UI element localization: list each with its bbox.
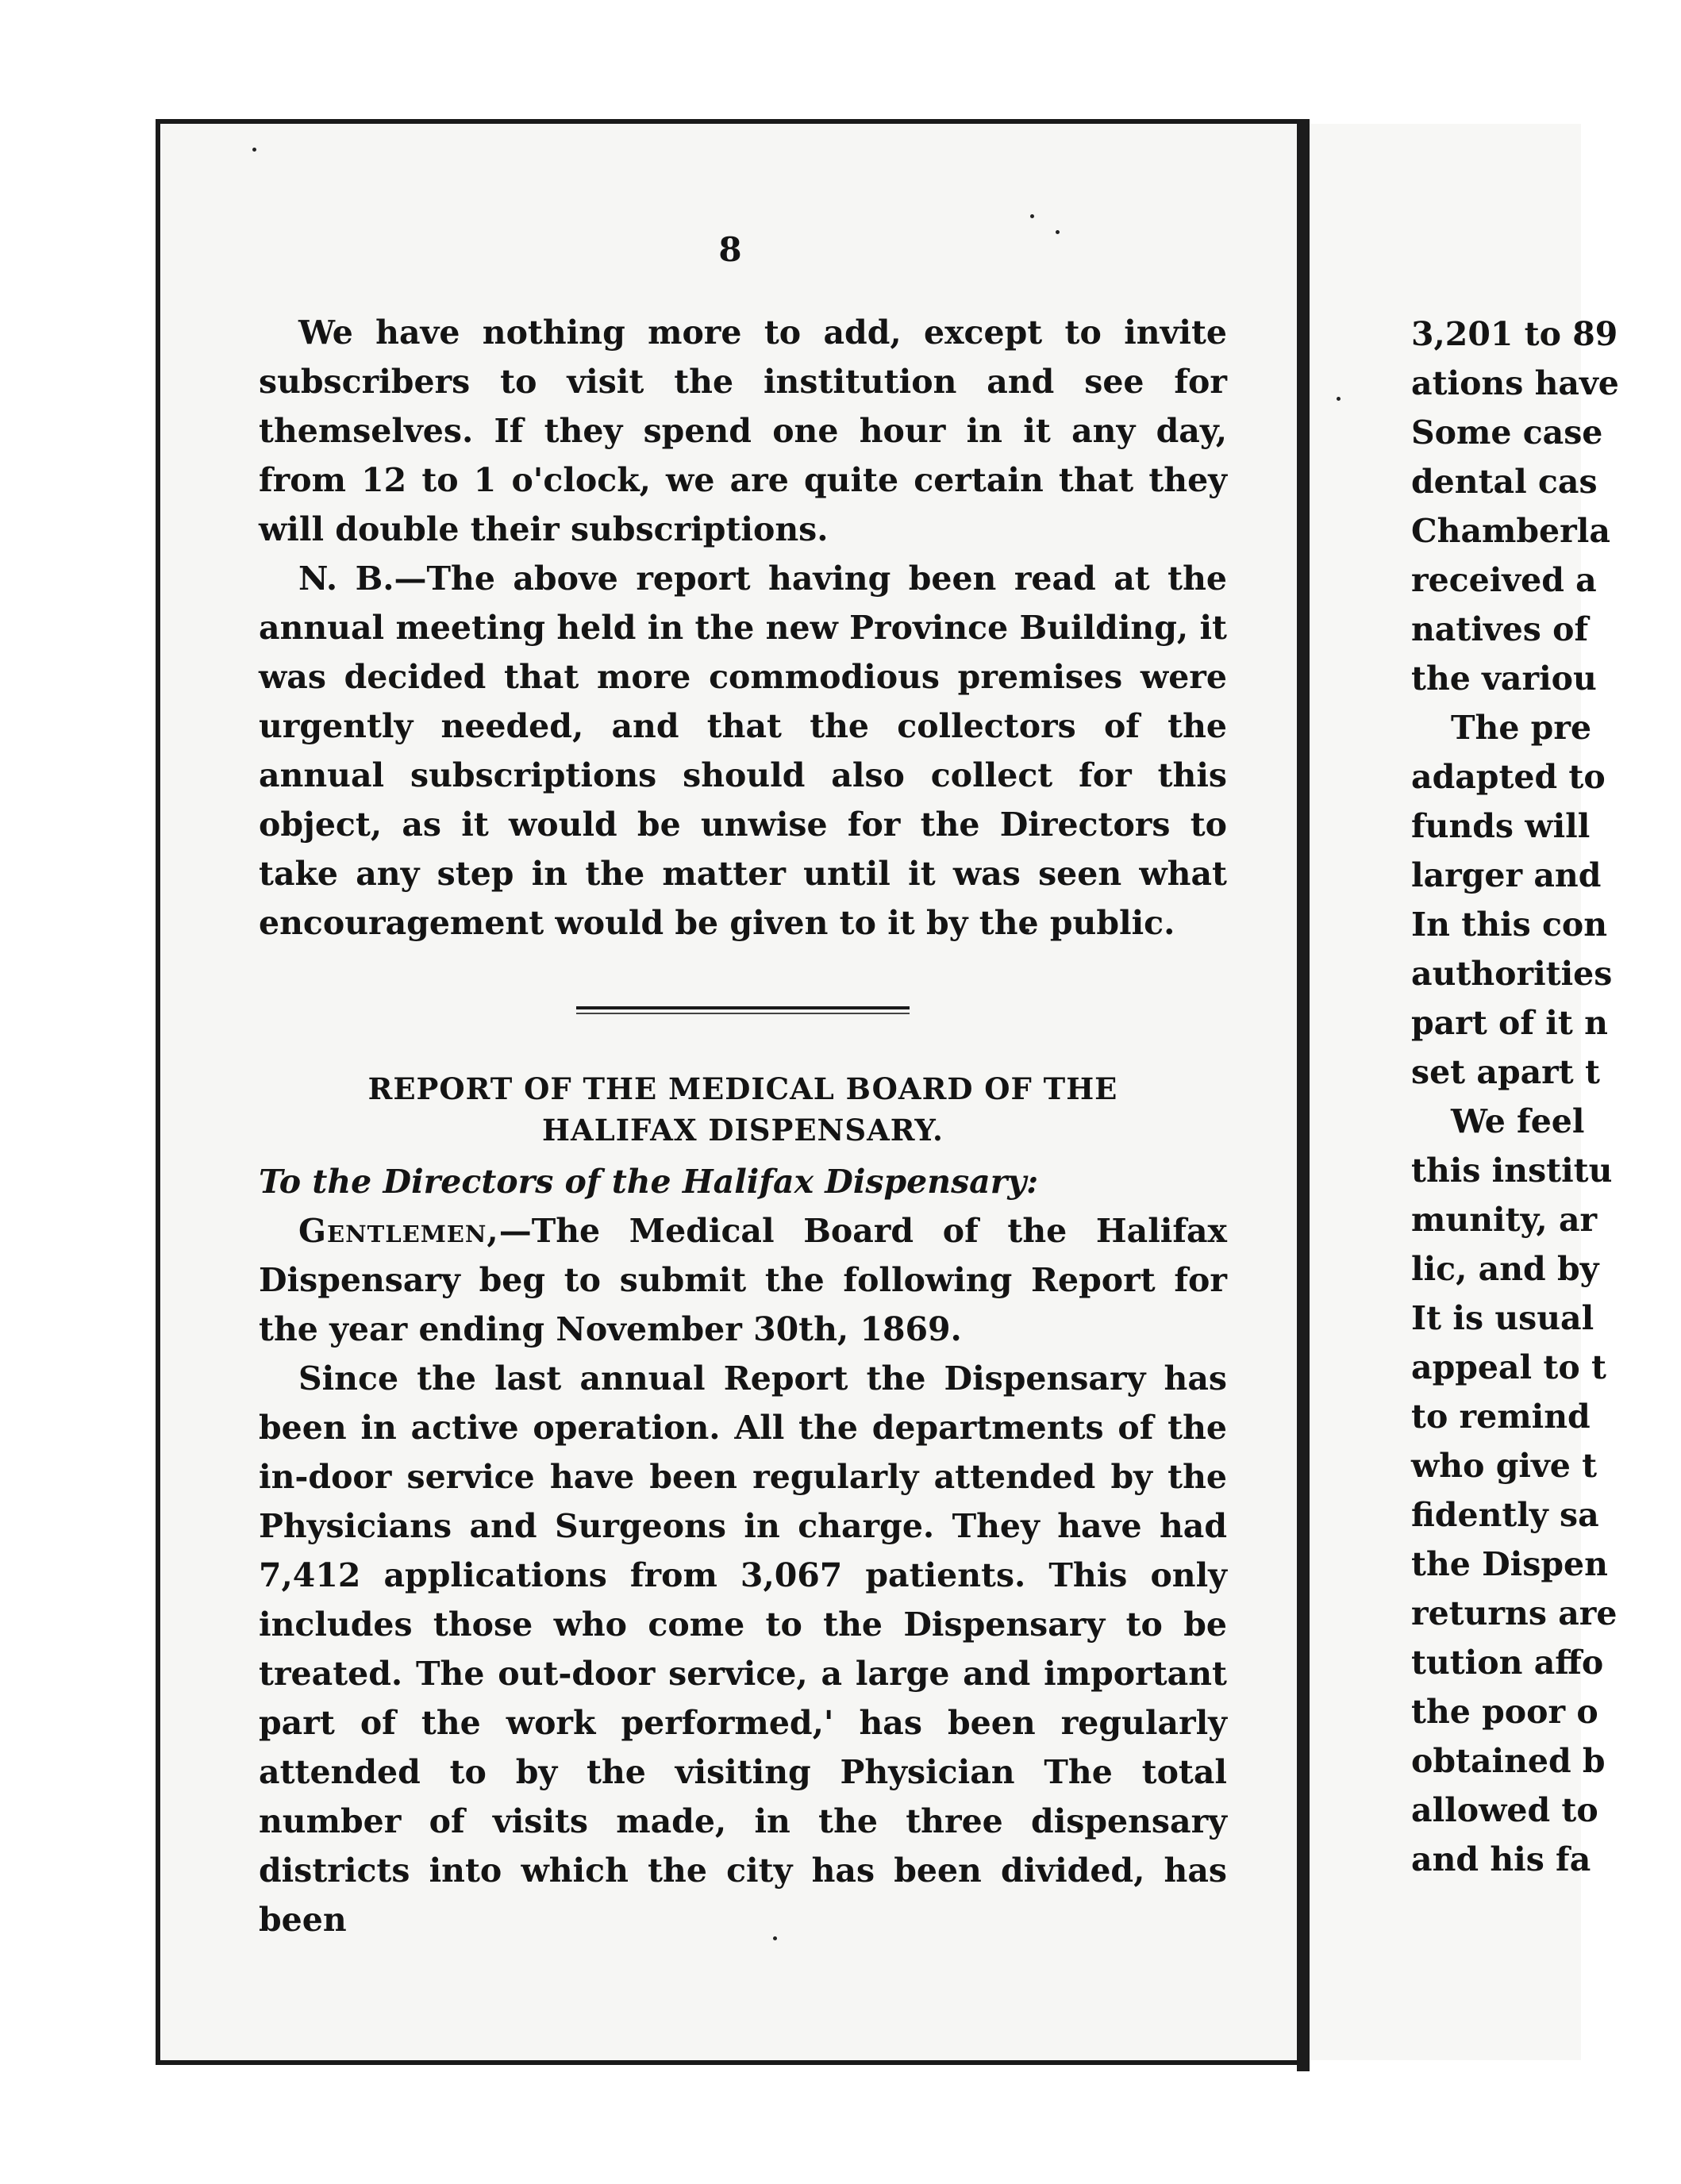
nota-bene-paragraph: N. B.—The above report having been read at the annual meeting held in the new Province Building, it was decided that more commodious premises were urgently needed, and that the collectors of the annual subscriptions should also collect for this object, as it would be unwise for the Directors to take any step in the matter until it was seen what encouragement would be given to it by the public. <box>259 559 1227 942</box>
report-title-line-2: HALIFAX DISPENSARY. <box>542 1113 944 1148</box>
right-page-text <box>1411 310 1681 1884</box>
report-body-paragraph: Since the last annual Report the Dispensary has been in active operation. All the departments of the in-door service have been regularly attended by the Physicians and Surgeons in charge. They have had 7,412 applications from 3,067 patients. This only includes those who come to the Dispensary to be treated. The out-door service, a large and important part of the work performed,' has been regularly attended to by the visiting Physician The total number of visits made, in the three dispensary districts into which the city has been divided, has been <box>259 1359 1227 1939</box>
right-line: authorities <box>1411 955 1613 993</box>
right-line: ations have <box>1411 364 1619 402</box>
right-line: fidently sa <box>1411 1496 1599 1534</box>
right-line: this institu <box>1411 1152 1613 1190</box>
right-line: It is usual <box>1411 1299 1594 1337</box>
closing-paragraph: We have nothing more to add, except to invite subscribers to visit the institution and see for themselves. If they spend one hour in it any day, from 12 to 1 o'clock, we are quite certain that they will double their subscriptions. <box>259 313 1227 548</box>
left-page-text <box>259 308 1227 1944</box>
scan-speck <box>252 148 256 152</box>
right-line: received a <box>1411 561 1597 599</box>
right-line: natives of <box>1411 610 1589 648</box>
right-line: returns are <box>1411 1594 1618 1632</box>
section-divider <box>576 1006 910 1009</box>
gentlemen-rest: —The Medical Board of the Halifax Dispensary beg to submit the following Report for the year ending November 30th, 1869. <box>259 1212 1227 1348</box>
right-line: to remind <box>1411 1398 1591 1436</box>
right-line: the poor o <box>1411 1693 1598 1731</box>
report-title <box>259 1068 1227 1151</box>
right-line: who give t <box>1411 1447 1598 1485</box>
right-line: 3,201 to 89 <box>1411 315 1618 353</box>
salutation: To the Directors of the Halifax Dispensary: <box>259 1163 1039 1201</box>
right-line: allowed to <box>1411 1791 1598 1829</box>
right-line: dental cas <box>1411 463 1598 501</box>
right-line: tution affo <box>1411 1644 1604 1682</box>
right-line: set apart t <box>1411 1053 1600 1091</box>
right-line: lic, and by <box>1411 1250 1599 1288</box>
right-line: appeal to t <box>1411 1348 1606 1386</box>
report-title-line-1: REPORT OF THE MEDICAL BOARD OF THE <box>367 1071 1118 1106</box>
right-line: munity, ar <box>1411 1201 1598 1239</box>
scan-speck <box>1056 230 1060 234</box>
right-line: larger and <box>1411 856 1602 894</box>
right-line: Chamberla <box>1411 512 1610 550</box>
right-line: the variou <box>1411 659 1597 698</box>
gentlemen-paragraph <box>259 1206 1227 1354</box>
scan-speck <box>1030 214 1034 218</box>
right-line: the Dispen <box>1411 1545 1608 1583</box>
page-number: 8 <box>718 230 742 269</box>
right-line: In this con <box>1411 906 1608 944</box>
right-line: We feel <box>1451 1102 1585 1140</box>
right-line: Some case <box>1411 413 1603 452</box>
right-line: adapted to <box>1411 758 1606 796</box>
scan-speck <box>1337 397 1341 401</box>
right-line: The pre <box>1451 709 1592 747</box>
gentlemen-lead: Gentlemen, <box>298 1212 499 1250</box>
right-line: and his fa <box>1411 1840 1591 1878</box>
right-line: obtained b <box>1411 1742 1606 1780</box>
right-line: funds will <box>1411 807 1591 845</box>
book-gutter <box>1297 119 1310 2071</box>
right-line: part of it n <box>1411 1004 1608 1042</box>
